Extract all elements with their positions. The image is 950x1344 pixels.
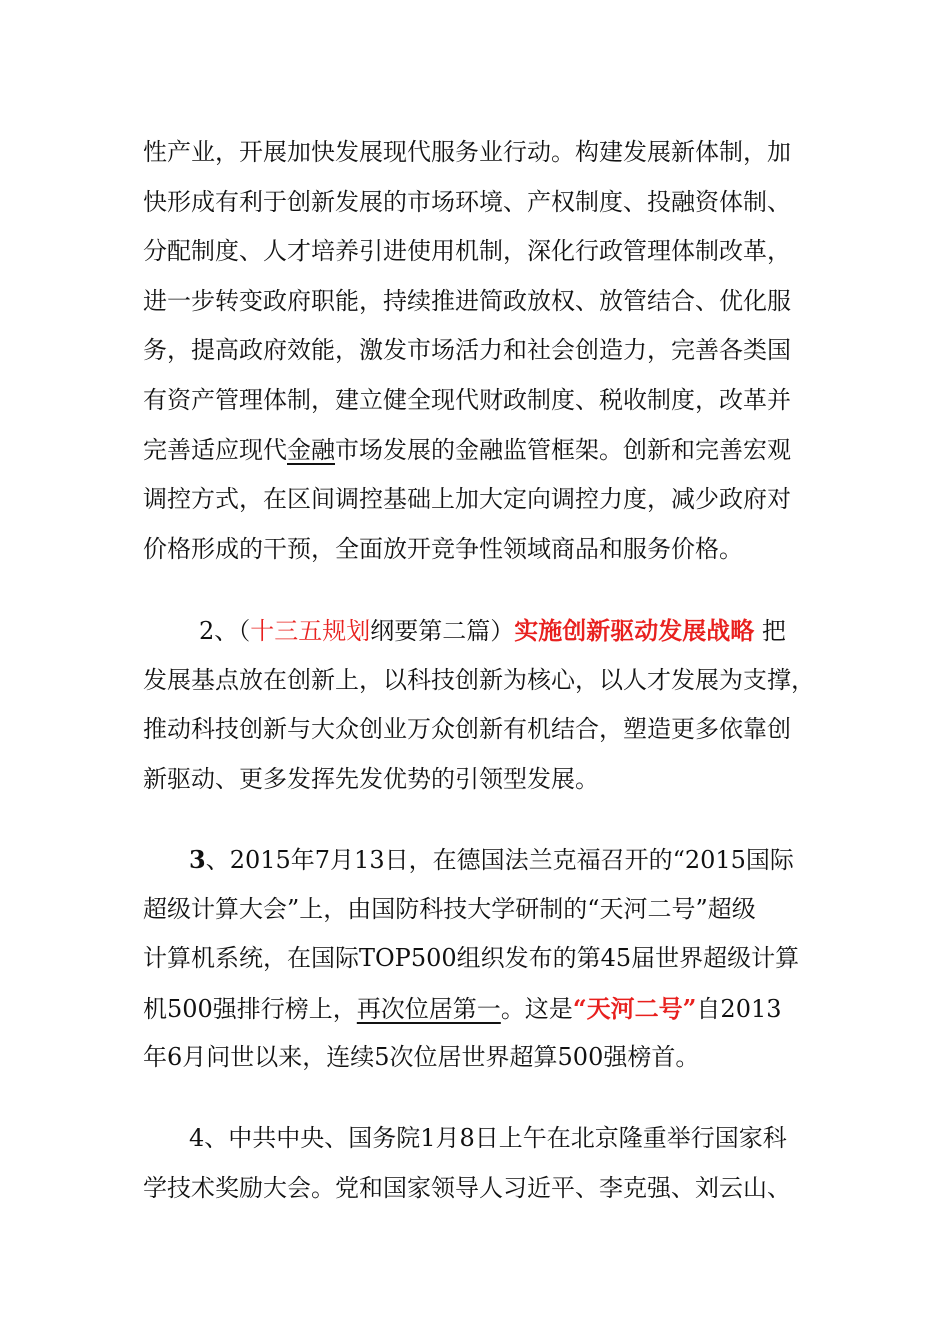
item-number: 2、 bbox=[199, 617, 239, 645]
text-line: 价格形成的干预，全面放开竞争性领域商品和服务价格。 bbox=[143, 534, 743, 563]
text-line: 快形成有利于创新发展的市场环境、产权制度、投融资体制、 bbox=[143, 187, 791, 216]
text-run: 。这是 bbox=[500, 994, 573, 1023]
text-line: 推动科技创新与大众创业万众创新有机结合，塑造更多依靠创 bbox=[143, 715, 791, 744]
text-line: 发展基点放在创新上，以科技创新为核心，以人才发展为支撑， bbox=[143, 665, 815, 694]
text-line: 超级计算大会”上，由国防科技大学研制的“天河二号”超级 bbox=[143, 894, 756, 923]
text-line: 性产业，开展加快发展现代服务业行动。构建发展新体制，加 bbox=[143, 138, 791, 166]
text-line bbox=[143, 835, 808, 885]
text-line bbox=[143, 984, 808, 1034]
paragraph-2 bbox=[143, 606, 815, 804]
text-line bbox=[143, 606, 808, 656]
text-run: （ bbox=[238, 617, 251, 645]
text-line bbox=[143, 426, 808, 476]
text-line: 进一步转变政府职能，持续推进简政放权、放管结合、优化服 bbox=[143, 286, 791, 315]
text-run: 纲要第二篇） bbox=[370, 617, 515, 645]
text-run: 、2015年7月13日，在德国法兰克福召开的“2015国际 bbox=[205, 846, 794, 874]
paragraph-3 bbox=[143, 835, 808, 1083]
underlined-term-finance: 金融 bbox=[287, 435, 335, 464]
text-line: 学技术奖励大会。党和国家领导人习近平、李克强、刘云山、 bbox=[143, 1173, 791, 1202]
text-line: 调控方式，在区间调控基础上加大定向调控力度，减少政府对 bbox=[143, 485, 791, 514]
text-line: 4、中共中央、国务院1月8日上午在北京隆重举行国家科 bbox=[189, 1124, 787, 1152]
text-line: 计算机系统，在国际TOP500组织发布的第45届世界超级计算 bbox=[143, 944, 800, 973]
highlight-strategy-title: 实施创新驱动发展战略 bbox=[514, 616, 755, 645]
text-run: 完善适应现代 bbox=[143, 435, 287, 464]
text-run: 机500强排行榜上， bbox=[143, 994, 357, 1023]
paragraph-4 bbox=[143, 1114, 808, 1213]
item-number: 3 bbox=[189, 845, 206, 874]
text-line: 新驱动、更多发挥先发优势的引领型发展。 bbox=[143, 764, 599, 793]
text-line: 年6月问世以来，连续5次位居世界超算500强榜首。 bbox=[143, 1043, 700, 1072]
underlined-phrase: 再次位居第一 bbox=[356, 994, 501, 1023]
text-line: 有资产管理体制，建立健全现代财政制度、税收制度，改革并 bbox=[143, 385, 791, 414]
text-line: 务，提高政府效能，激发市场活力和社会创造力，完善各类国 bbox=[143, 336, 791, 365]
text-run: 自2013 bbox=[696, 994, 782, 1023]
text-line: 分配制度、人才培养引进使用机制，深化行政管理体制改革， bbox=[143, 237, 791, 266]
highlight-tianhe-2: “天河二号” bbox=[572, 993, 697, 1023]
highlight-plan-name: 十三五规划 bbox=[250, 617, 371, 645]
text-run: 把 bbox=[754, 617, 786, 645]
text-run: 市场发展的金融监管框架。创新和完善宏观 bbox=[335, 435, 791, 464]
paragraph-1 bbox=[143, 128, 808, 574]
